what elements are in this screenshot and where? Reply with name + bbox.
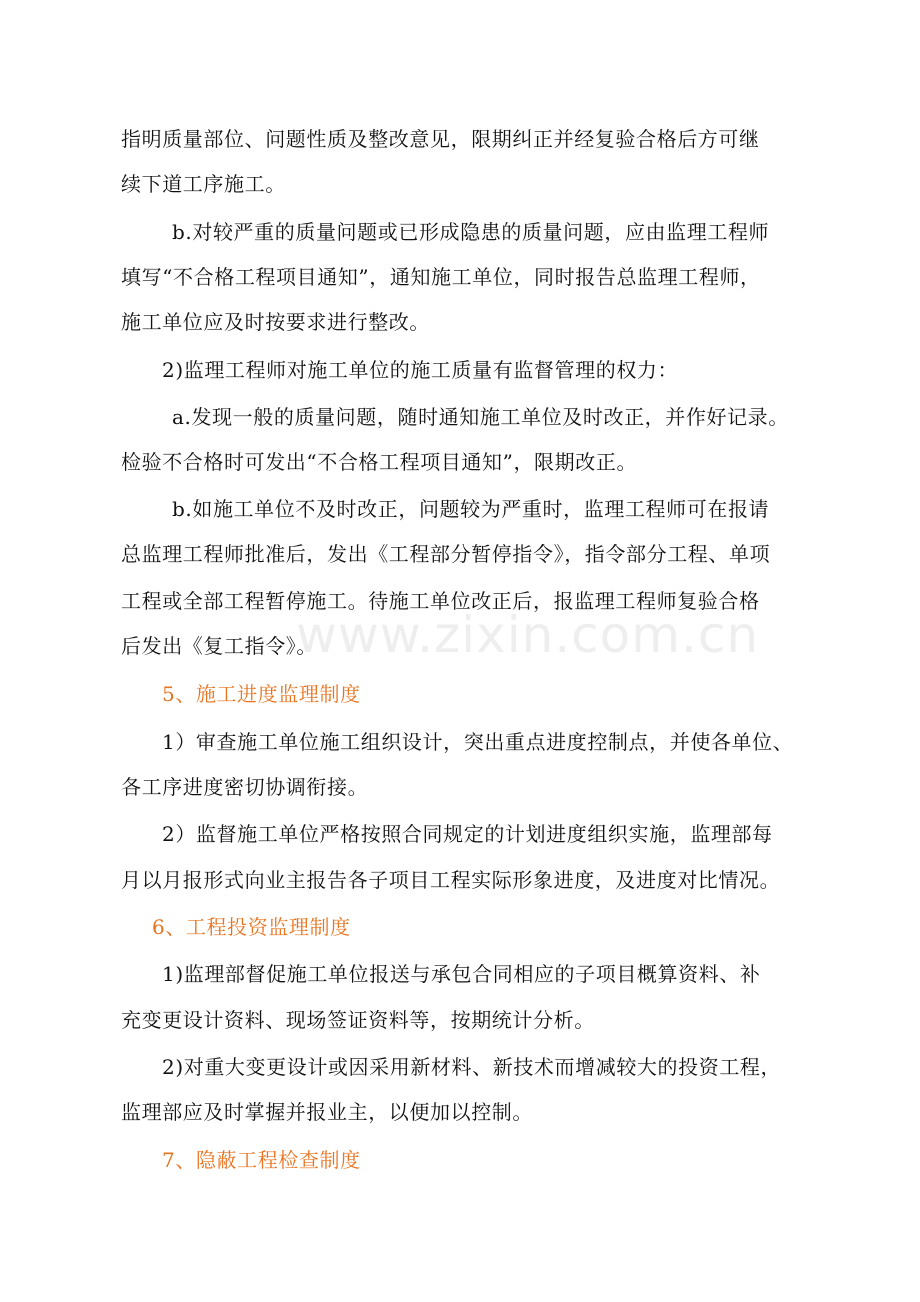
paragraph-line: 检验不合格时可发出“不合格工程项目通知”，限期改正。	[121, 450, 638, 474]
paragraph-line: 后发出《复工指令》。	[121, 634, 317, 658]
paragraph-line: 月以月报形式向业主报告各子项目工程实际形象进度，及进度对比情况。	[121, 868, 781, 892]
paragraph-line: 续下道工序施工。	[121, 172, 286, 196]
section-heading: 6、工程投资监理制度	[152, 915, 351, 939]
paragraph-line: 2)监理工程师对施工单位的施工质量有监督管理的权力：	[162, 358, 679, 382]
paragraph-line: 2)对重大变更设计或因采用新材料、新技术而增减较大的投资工程，	[162, 1055, 782, 1079]
paragraph-line: b.对较严重的质量问题或已形成隐患的质量问题，应由监理工程师	[172, 220, 770, 244]
paragraph-line: 充变更设计资料、现场签证资料等，按期统计分析。	[121, 1008, 595, 1032]
paragraph-line: 总监理工程师批准后，发出《工程部分暂停指令》，指令部分工程、单项	[121, 542, 771, 566]
paragraph-line: 1）审查施工单位施工组织设计，突出重点进度控制点，并使各单位、	[162, 730, 794, 754]
paragraph-line: b.如施工单位不及时改正，问题较为严重时，监理工程师可在报请	[172, 497, 770, 521]
watermark: www.zixin.com.cn	[296, 606, 760, 664]
paragraph-line: 施工单位应及时按要求进行整改。	[121, 310, 430, 334]
paragraph-line: 1)监理部督促施工单位报送与承包合同相应的子项目概算资料、补	[162, 962, 761, 986]
section-heading: 5、施工进度监理制度	[162, 682, 361, 706]
paragraph-line: 指明质量部位、问题性质及整改意见，限期纠正并经复验合格后方可继	[121, 127, 760, 151]
paragraph-line: 各工序进度密切协调衔接。	[121, 775, 369, 799]
paragraph-line: 2）监督施工单位严格按照合同规定的计划进度组织实施，监理部每	[162, 822, 773, 846]
section-heading: 7、隐蔽工程检查制度	[162, 1148, 361, 1172]
paragraph-line: a.发现一般的质量问题，随时通知施工单位及时改正，并作好记录。	[172, 405, 789, 429]
paragraph-line: 填写“不合格工程项目通知”，通知施工单位，同时报告总监理工程师，	[121, 265, 761, 289]
paragraph-line: 工程或全部工程暂停施工。待施工单位改正后，报监理工程师复验合格	[121, 589, 760, 613]
paragraph-line: 监理部应及时掌握并报业主，以便加以控制。	[121, 1100, 533, 1124]
